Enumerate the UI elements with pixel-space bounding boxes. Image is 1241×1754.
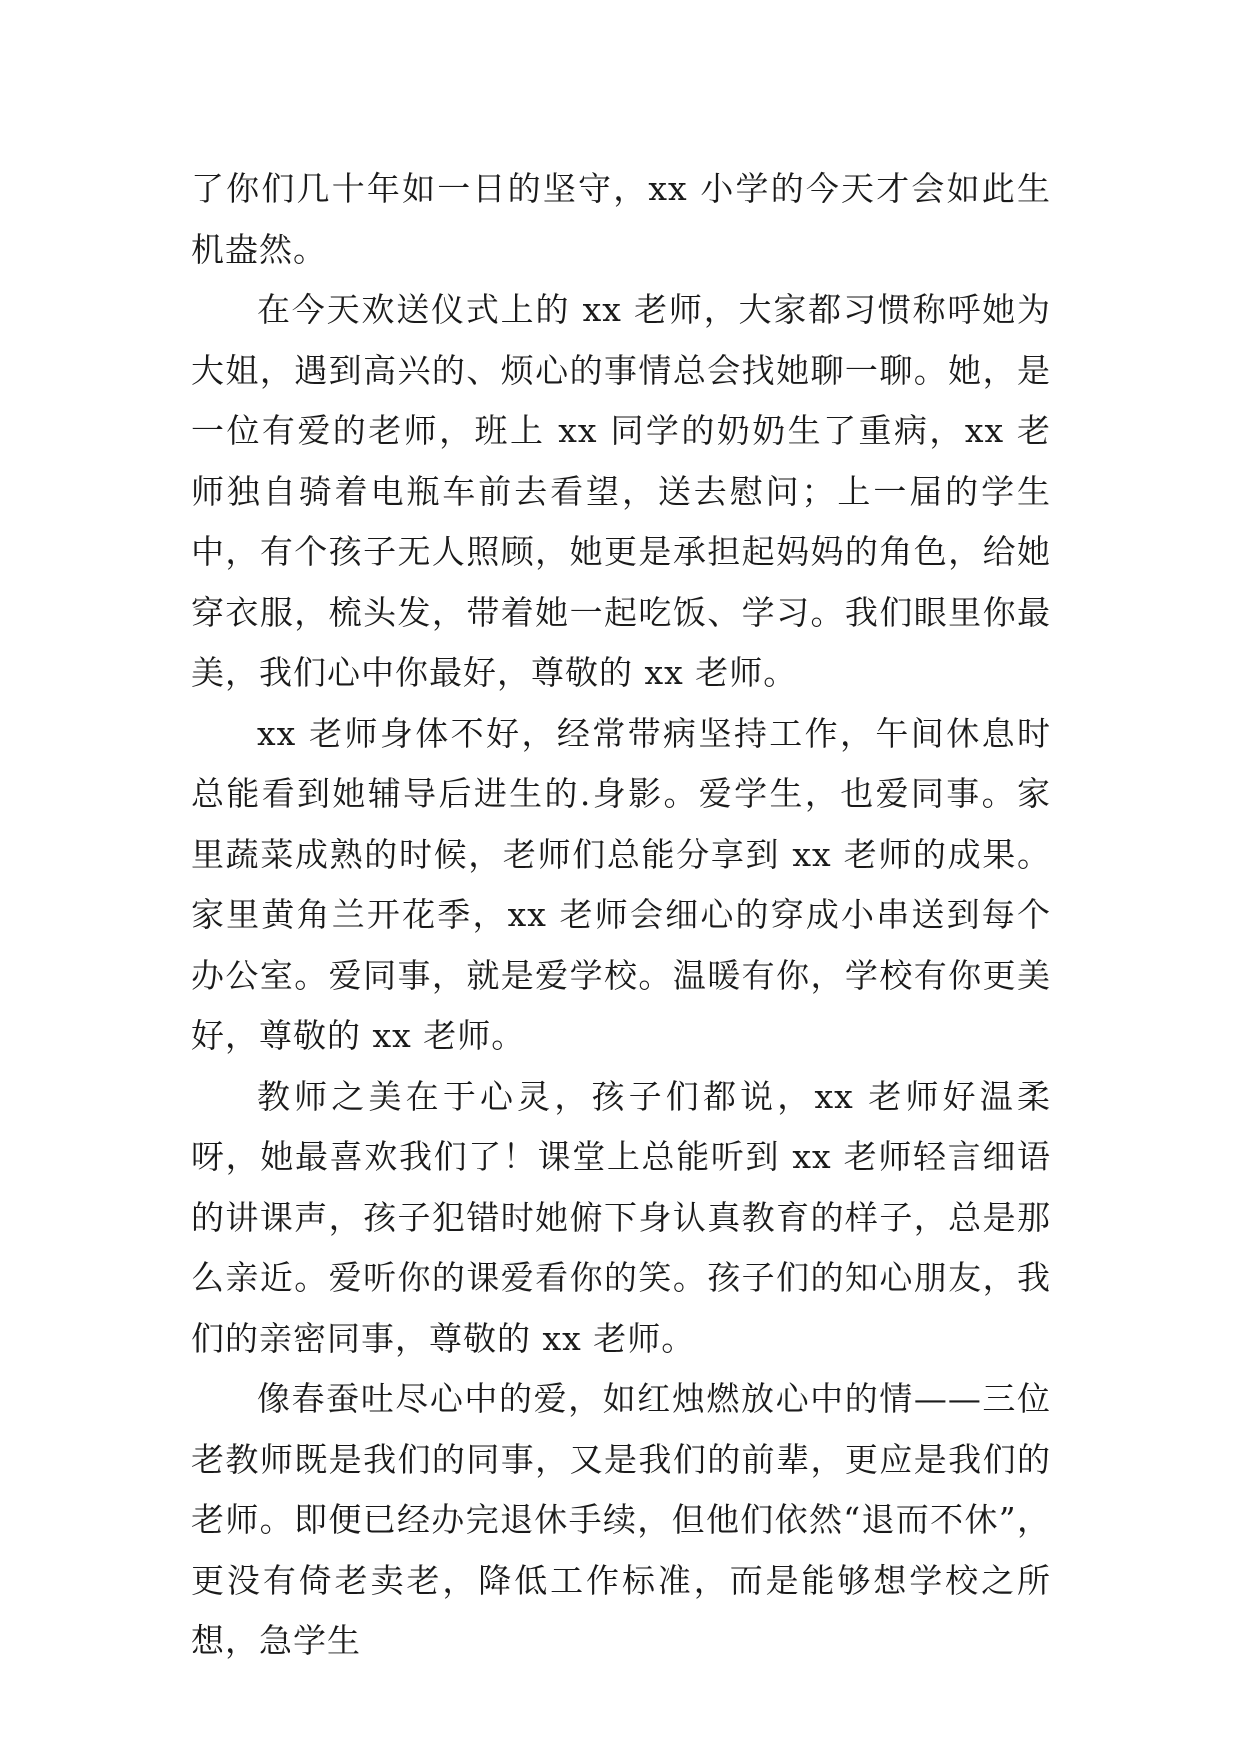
paragraph-3: xx 老师身体不好，经常带病坚持工作，午间休息时总能看到她辅导后进生的.身影。爱学生，也爱同事。家里蔬菜成熟的时候，老师们总能分享到 xx 老师的成果。家里黄角兰开花季，xx 老师会细心的穿成小串送到每个办公室。爱同事，就是爱学校。温暖有你，学校有你更美好，尊敬的 xx 老师。 bbox=[191, 713, 1051, 1055]
paragraph-4: 教师之美在于心灵，孩子们都说，xx 老师好温柔呀，她最喜欢我们了！课堂上总能听到 xx 老师轻言细语的讲课声，孩子犯错时她俯下身认真教育的样子，总是那么亲近。爱听你的课爱看你的笑。孩子们的知心朋友，我们的亲密同事，尊敬的 xx 老师。 bbox=[191, 1076, 1051, 1358]
paragraph-5: 像春蚕吐尽心中的爱，如红烛燃放心中的情——三位老教师既是我们的同事，又是我们的前辈，更应是我们的老师。即便已经办完退休手续，但他们依然“退而不休”，更没有倚老卖老，降低工作标准，而是能够想学校之所想，急学生 bbox=[191, 1379, 1051, 1660]
paragraph-1: 了你们几十年如一日的坚守，xx 小学的今天才会如此生机盎然。 bbox=[191, 169, 1051, 269]
paragraph-2: 在今天欢送仪式上的 xx 老师，大家都习惯称呼她为大姐，遇到高兴的、烦心的事情总会找她聊一聊。她，是一位有爱的老师，班上 xx 同学的奶奶生了重病，xx 老师独自骑着电瓶车前去看望，送去慰问；上一届的学生中，有个孩子无人照顾，她更是承担起妈妈的角色，给她穿衣服，梳头发，带着她一起吃饭、学习。我们眼里你最美，我们心中你最好，尊敬的 xx 老师。 bbox=[191, 290, 1051, 692]
document-body bbox=[191, 159, 1051, 1672]
